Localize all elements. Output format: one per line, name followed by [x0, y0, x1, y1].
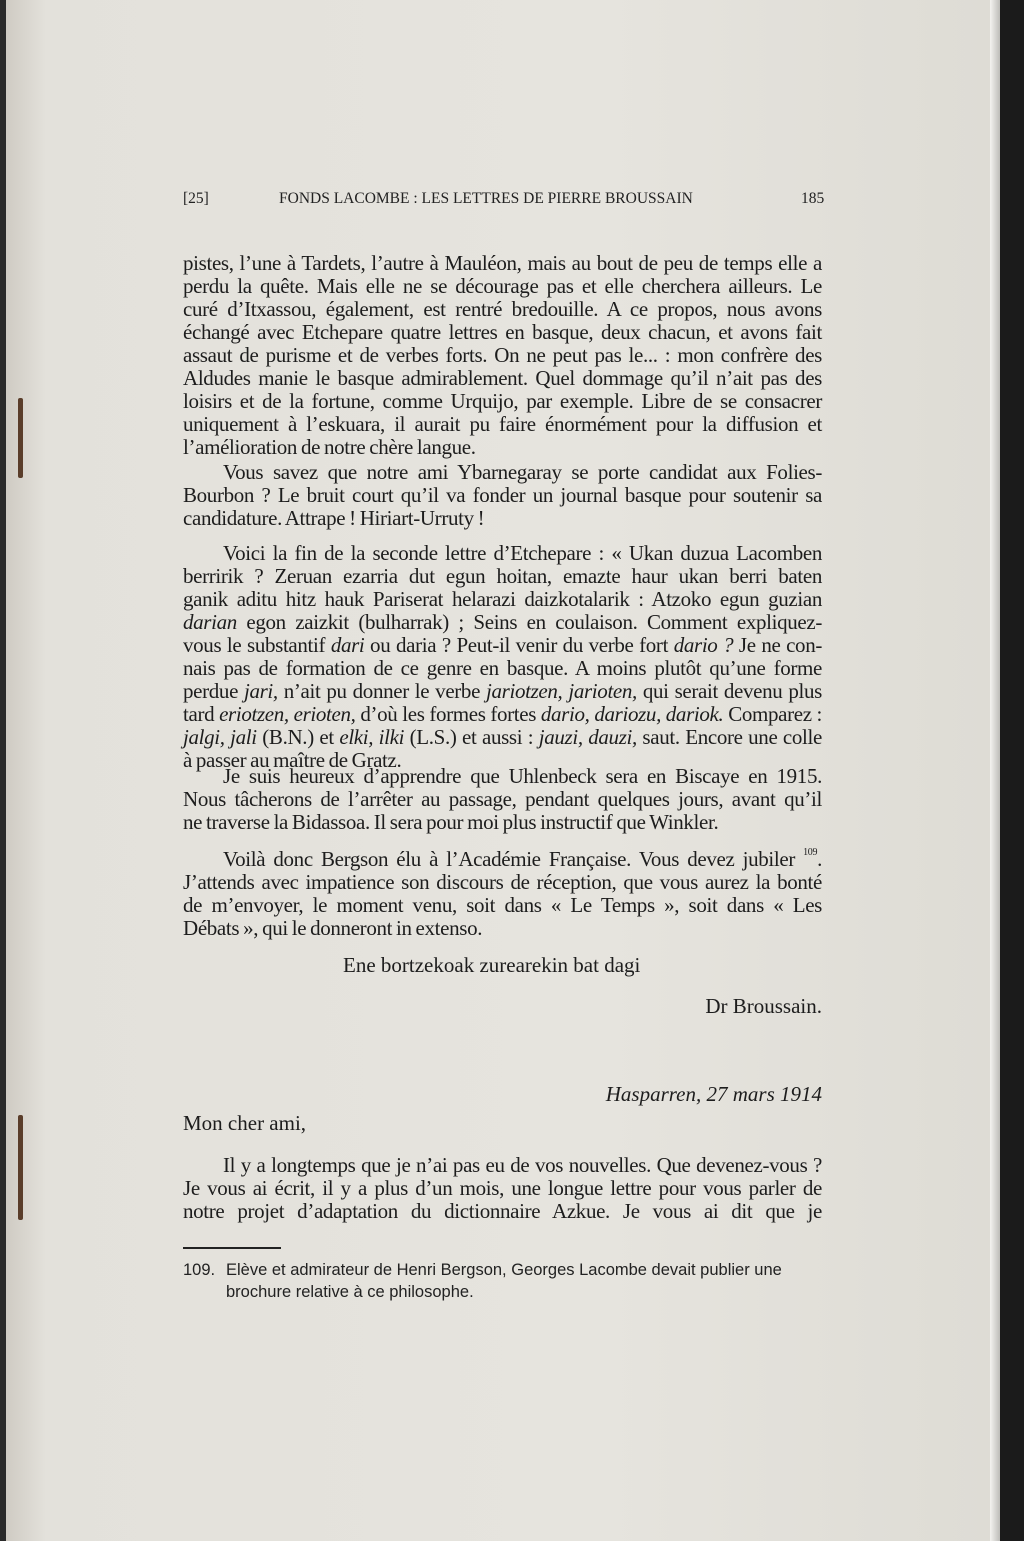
text-line: Voici la fin de la seconde lettre d’Etchepare : « Ukan duzua Lacomben	[223, 541, 822, 565]
text-line: à passer au maître de Gratz.	[183, 748, 402, 772]
text-line: Je vous ai écrit, il y a plus d’un mois, une longue lettre pour vous parler de	[183, 1176, 822, 1200]
text-run: d’où les formes fortes	[355, 702, 541, 726]
text-line: Débats », qui le donneront in extenso.	[183, 916, 483, 940]
text-line: Nous tâcherons de l’arrêter au passage, pendant quelques jours, avant qu’il	[183, 787, 822, 811]
page-number: 185	[801, 190, 825, 207]
text-line: l’amélioration de notre chère langue.	[183, 435, 476, 459]
text-run: saut. Encore une colle	[636, 725, 822, 749]
text-line: perdu la quête. Mais elle ne se décourage pas et elle cherchera ailleurs. Le	[183, 274, 822, 298]
text-run: (B.N.) et	[256, 725, 340, 749]
text-line: pistes, l’une à Tardets, l’autre à Mauléon, mais au bout de peu de temps elle a	[183, 251, 822, 275]
text-line: Bourbon ? Le bruit court qu’il va fonder un journal basque pour soutenir sa	[183, 483, 822, 507]
text-line	[183, 848, 822, 871]
footnote-number: 109.	[183, 1261, 216, 1279]
text-line	[183, 611, 822, 634]
text-run: Voilà donc Bergson élu à l’Académie Française. Vous devez jubiler	[223, 847, 804, 871]
text-run: ou daria ? Peut-il venir du verbe fort	[364, 633, 674, 657]
footnote-text: Elève et admirateur de Henri Bergson, Georges Lacombe devait publier une	[226, 1261, 782, 1279]
paragraph	[183, 1154, 822, 1223]
paragraph	[183, 461, 822, 530]
page-edge	[990, 0, 1000, 1541]
text-run: Je ne con-	[733, 633, 822, 657]
footnote	[183, 1259, 823, 1281]
paragraph	[183, 542, 822, 772]
text-line: Aldudes manie le basque admirablement. Quel dommage qu’il n’ait pas des	[183, 366, 822, 390]
italic-term: eriotzen, erioten,	[219, 702, 356, 726]
text-line: assaut de purisme et de verbes forts. On ne peut pas le... : mon confrère des	[183, 343, 822, 367]
text-line: berririk ? Zeruan ezarria dut egun hoitan, emazte haur ukan berri baten	[183, 564, 822, 588]
place-date: Hasparren, 27 mars 1914	[605, 1082, 822, 1106]
salutation: Mon cher ami,	[183, 1111, 307, 1135]
italic-term: jariotzen, jarioten,	[486, 679, 637, 703]
text-run: tard	[183, 702, 220, 726]
running-title: FONDS LACOMBE : LES LETTRES DE PIERRE BROUSSAIN	[279, 190, 693, 207]
paragraph	[183, 765, 822, 834]
text-line: J’attends avec impatience son discours de réception, que vous aurez la bonté	[183, 870, 822, 894]
italic-term: dario ?	[673, 633, 734, 657]
text-line: Vous savez que notre ami Ybarnegaray se porte candidat aux Folies-	[223, 460, 822, 484]
text-line	[183, 680, 822, 703]
text-line	[183, 726, 822, 749]
italic-term: dario, dariozu, dariok.	[540, 702, 724, 726]
binding-mark	[18, 398, 23, 478]
paragraph	[183, 252, 822, 459]
text-run: perdue	[183, 679, 244, 703]
text-line	[183, 634, 822, 657]
text-run: vous le substantif	[183, 633, 331, 657]
italic-term: jauzi, dauzi,	[538, 725, 637, 749]
section-number: [25]	[183, 190, 209, 207]
text-line: de m’envoyer, le moment venu, soit dans « Le Temps », soit dans « Les	[183, 893, 822, 917]
paragraph	[183, 848, 822, 940]
text-line: loisirs et de la fortune, comme Urquijo, par exemple. Libre de se consacrer	[183, 389, 822, 413]
footnote-rule	[183, 1247, 281, 1249]
text-line: ganik aditu hitz hauk Pariserat helarazi daizkotalarik : Atzoko egun guzian	[183, 587, 822, 611]
text-run: .	[817, 847, 822, 871]
italic-term: elki, ilki	[339, 725, 405, 749]
text-line: ne traverse la Bidassoa. Il sera pour moi plus instructif que Winkler.	[183, 810, 719, 834]
italic-term: darian	[183, 610, 237, 634]
text-line: nais pas de formation de ce genre en basque. A moins plutôt qu’une forme	[183, 656, 822, 680]
italic-term: jalgi, jali	[183, 725, 257, 749]
italic-term: jari,	[243, 679, 278, 703]
text-line: Il y a longtemps que je n’ai pas eu de vos nouvelles. Que devenez-vous ?	[223, 1153, 822, 1177]
text-run: (L.S.) et aussi :	[404, 725, 539, 749]
closing-line: Ene bortzekoak zurearekin bat dagi	[343, 953, 641, 977]
text-run: qui serait devenu plus	[636, 679, 822, 703]
footnote-reference: 109	[803, 847, 818, 858]
text-run: n’ait pu donner le verbe	[277, 679, 486, 703]
text-line: Je suis heureux d’apprendre que Uhlenbeck sera en Biscaye en 1915.	[223, 764, 822, 788]
text-line	[183, 703, 822, 726]
text-run: Comparez :	[723, 702, 822, 726]
text-run: egon zaizkit (bulharrak) ; Seins en coulaison. Comment expliquez-	[236, 610, 822, 634]
text-line: échangé avec Etchepare quatre lettres en basque, deux chacun, et avons fait	[183, 320, 822, 344]
text-line: uniquement à l’eskuara, il aurait pu faire énormément pour la diffusion et	[183, 412, 822, 436]
text-line: candidature. Attrape ! Hiriart-Urruty !	[183, 506, 485, 530]
footnote-text: brochure relative à ce philosophe.	[226, 1283, 474, 1301]
signature: Dr Broussain.	[705, 994, 822, 1018]
text-line: notre projet d’adaptation du dictionnaire Azkue. Je vous ai dit que je	[183, 1199, 822, 1223]
text-line: curé d’Itxassou, également, est rentré bredouille. A ce propos, nous avons	[183, 297, 822, 321]
italic-term: dari	[330, 633, 365, 657]
binding-mark	[18, 1115, 23, 1220]
